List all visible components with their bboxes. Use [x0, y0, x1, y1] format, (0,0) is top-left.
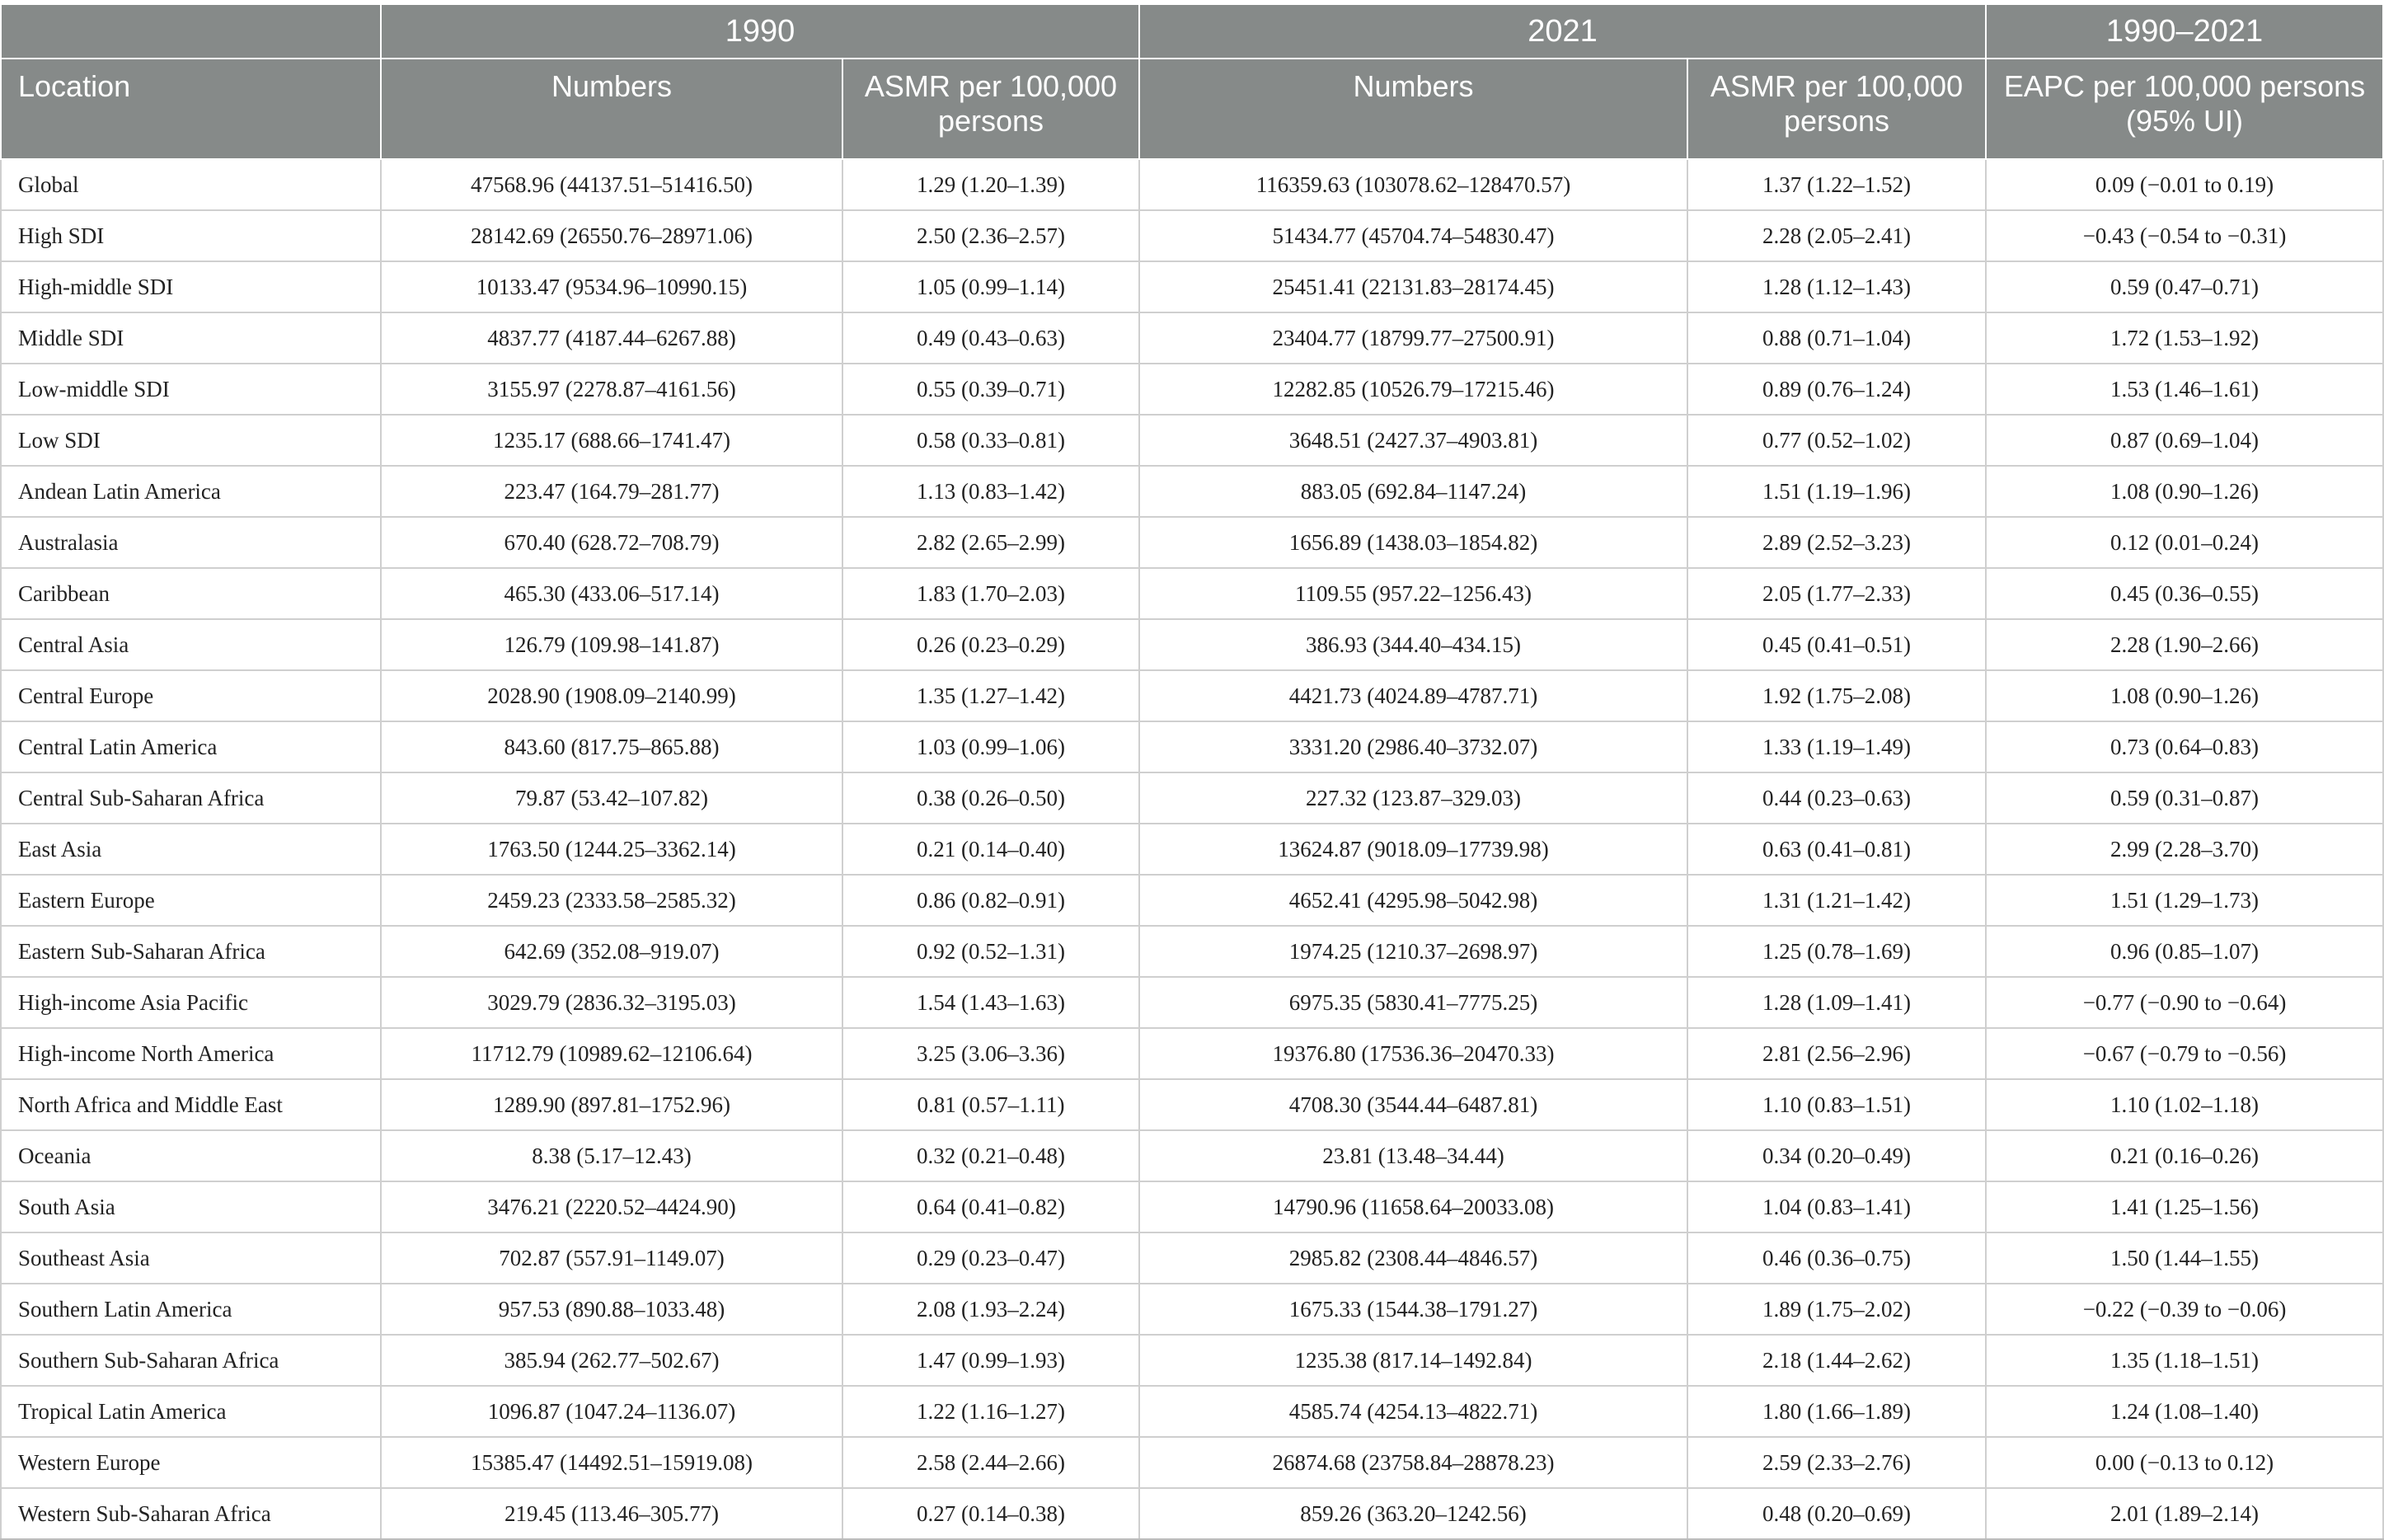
cell-asmr-2021: 2.81 (2.56–2.96)	[1687, 1028, 1986, 1079]
table-row	[1, 772, 2383, 824]
cell-asmr-1990: 0.26 (0.23–0.29)	[842, 619, 1139, 670]
cell-numbers-2021: 26874.68 (23758.84–28878.23)	[1139, 1437, 1687, 1488]
cell-location: Caribbean	[1, 568, 381, 619]
table-row	[1, 1335, 2383, 1386]
table-row	[1, 261, 2383, 312]
cell-numbers-1990: 219.45 (113.46–305.77)	[381, 1488, 842, 1539]
header-empty-cell	[1, 4, 381, 59]
cell-numbers-1990: 10133.47 (9534.96–10990.15)	[381, 261, 842, 312]
cell-eapc: 1.08 (0.90–1.26)	[1986, 466, 2383, 517]
cell-numbers-1990: 702.87 (557.91–1149.07)	[381, 1232, 842, 1284]
cell-numbers-2021: 3331.20 (2986.40–3732.07)	[1139, 721, 1687, 772]
cell-numbers-1990: 79.87 (53.42–107.82)	[381, 772, 842, 824]
cell-asmr-1990: 1.54 (1.43–1.63)	[842, 977, 1139, 1028]
table-row	[1, 1386, 2383, 1437]
cell-asmr-1990: 2.50 (2.36–2.57)	[842, 210, 1139, 261]
table-row	[1, 670, 2383, 721]
cell-numbers-1990: 957.53 (890.88–1033.48)	[381, 1284, 842, 1335]
header-numbers-2021: Numbers	[1139, 59, 1687, 159]
cell-location: Low-middle SDI	[1, 364, 381, 415]
cell-location: North Africa and Middle East	[1, 1079, 381, 1130]
cell-location: High-income North America	[1, 1028, 381, 1079]
cell-asmr-1990: 1.13 (0.83–1.42)	[842, 466, 1139, 517]
table-row	[1, 619, 2383, 670]
table-row	[1, 824, 2383, 875]
cell-asmr-2021: 2.59 (2.33–2.76)	[1687, 1437, 1986, 1488]
cell-numbers-2021: 4585.74 (4254.13–4822.71)	[1139, 1386, 1687, 1437]
cell-asmr-1990: 0.32 (0.21–0.48)	[842, 1130, 1139, 1181]
cell-asmr-2021: 2.89 (2.52–3.23)	[1687, 517, 1986, 568]
cell-asmr-1990: 2.08 (1.93–2.24)	[842, 1284, 1139, 1335]
cell-numbers-1990: 15385.47 (14492.51–15919.08)	[381, 1437, 842, 1488]
cell-eapc: 2.01 (1.89–2.14)	[1986, 1488, 2383, 1539]
cell-asmr-2021: 1.28 (1.12–1.43)	[1687, 261, 1986, 312]
cell-asmr-1990: 0.81 (0.57–1.11)	[842, 1079, 1139, 1130]
cell-eapc: 0.45 (0.36–0.55)	[1986, 568, 2383, 619]
cell-location: Andean Latin America	[1, 466, 381, 517]
table-row	[1, 1437, 2383, 1488]
cell-asmr-2021: 0.88 (0.71–1.04)	[1687, 312, 1986, 364]
cell-eapc: 1.24 (1.08–1.40)	[1986, 1386, 2383, 1437]
cell-asmr-2021: 1.51 (1.19–1.96)	[1687, 466, 1986, 517]
cell-numbers-2021: 3648.51 (2427.37–4903.81)	[1139, 415, 1687, 466]
cell-numbers-1990: 3155.97 (2278.87–4161.56)	[381, 364, 842, 415]
table-row	[1, 926, 2383, 977]
cell-asmr-1990: 0.21 (0.14–0.40)	[842, 824, 1139, 875]
cell-eapc: 0.73 (0.64–0.83)	[1986, 721, 2383, 772]
cell-numbers-1990: 385.94 (262.77–502.67)	[381, 1335, 842, 1386]
cell-numbers-1990: 1289.90 (897.81–1752.96)	[381, 1079, 842, 1130]
cell-numbers-2021: 116359.63 (103078.62–128470.57)	[1139, 159, 1687, 210]
table-row	[1, 364, 2383, 415]
cell-location: South Asia	[1, 1181, 381, 1232]
cell-location: Central Asia	[1, 619, 381, 670]
cell-eapc: 2.99 (2.28–3.70)	[1986, 824, 2383, 875]
cell-location: High SDI	[1, 210, 381, 261]
cell-eapc: 2.28 (1.90–2.66)	[1986, 619, 2383, 670]
header-location: Location	[1, 59, 381, 159]
cell-location: Tropical Latin America	[1, 1386, 381, 1437]
header-group-row	[1, 4, 2383, 59]
table-row	[1, 1130, 2383, 1181]
cell-eapc: 0.96 (0.85–1.07)	[1986, 926, 2383, 977]
cell-asmr-2021: 1.89 (1.75–2.02)	[1687, 1284, 1986, 1335]
cell-numbers-1990: 223.47 (164.79–281.77)	[381, 466, 842, 517]
cell-asmr-1990: 0.86 (0.82–0.91)	[842, 875, 1139, 926]
cell-asmr-1990: 0.29 (0.23–0.47)	[842, 1232, 1139, 1284]
cell-asmr-1990: 0.55 (0.39–0.71)	[842, 364, 1139, 415]
cell-numbers-2021: 4652.41 (4295.98–5042.98)	[1139, 875, 1687, 926]
cell-eapc: −0.67 (−0.79 to −0.56)	[1986, 1028, 2383, 1079]
cell-asmr-2021: 2.05 (1.77–2.33)	[1687, 568, 1986, 619]
cell-location: Eastern Europe	[1, 875, 381, 926]
cell-numbers-2021: 1974.25 (1210.37–2698.97)	[1139, 926, 1687, 977]
cell-numbers-1990: 465.30 (433.06–517.14)	[381, 568, 842, 619]
cell-numbers-2021: 4708.30 (3544.44–6487.81)	[1139, 1079, 1687, 1130]
cell-asmr-2021: 1.80 (1.66–1.89)	[1687, 1386, 1986, 1437]
cell-asmr-2021: 0.77 (0.52–1.02)	[1687, 415, 1986, 466]
cell-numbers-1990: 28142.69 (26550.76–28971.06)	[381, 210, 842, 261]
table-row	[1, 721, 2383, 772]
cell-asmr-1990: 1.22 (1.16–1.27)	[842, 1386, 1139, 1437]
cell-asmr-2021: 0.34 (0.20–0.49)	[1687, 1130, 1986, 1181]
table-row	[1, 517, 2383, 568]
cell-numbers-2021: 859.26 (363.20–1242.56)	[1139, 1488, 1687, 1539]
cell-numbers-1990: 4837.77 (4187.44–6267.88)	[381, 312, 842, 364]
cell-eapc: −0.77 (−0.90 to −0.64)	[1986, 977, 2383, 1028]
cell-eapc: 1.41 (1.25–1.56)	[1986, 1181, 2383, 1232]
cell-location: High-middle SDI	[1, 261, 381, 312]
table-row	[1, 1181, 2383, 1232]
cell-numbers-2021: 19376.80 (17536.36–20470.33)	[1139, 1028, 1687, 1079]
cell-location: Eastern Sub-Saharan Africa	[1, 926, 381, 977]
cell-asmr-2021: 2.28 (2.05–2.41)	[1687, 210, 1986, 261]
cell-numbers-1990: 47568.96 (44137.51–51416.50)	[381, 159, 842, 210]
cell-asmr-1990: 1.83 (1.70–2.03)	[842, 568, 1139, 619]
cell-numbers-1990: 11712.79 (10989.62–12106.64)	[381, 1028, 842, 1079]
header-column-row	[1, 59, 2383, 159]
cell-numbers-2021: 25451.41 (22131.83–28174.45)	[1139, 261, 1687, 312]
table-row	[1, 568, 2383, 619]
cell-asmr-2021: 1.31 (1.21–1.42)	[1687, 875, 1986, 926]
cell-eapc: 1.51 (1.29–1.73)	[1986, 875, 2383, 926]
cell-location: Central Europe	[1, 670, 381, 721]
cell-location: Global	[1, 159, 381, 210]
cell-asmr-1990: 0.92 (0.52–1.31)	[842, 926, 1139, 977]
cell-numbers-1990: 2028.90 (1908.09–2140.99)	[381, 670, 842, 721]
table-row	[1, 1028, 2383, 1079]
cell-numbers-2021: 14790.96 (11658.64–20033.08)	[1139, 1181, 1687, 1232]
cell-eapc: 1.08 (0.90–1.26)	[1986, 670, 2383, 721]
cell-asmr-2021: 1.25 (0.78–1.69)	[1687, 926, 1986, 977]
cell-numbers-2021: 1656.89 (1438.03–1854.82)	[1139, 517, 1687, 568]
cell-asmr-1990: 0.38 (0.26–0.50)	[842, 772, 1139, 824]
cell-asmr-1990: 2.58 (2.44–2.66)	[842, 1437, 1139, 1488]
cell-asmr-2021: 0.63 (0.41–0.81)	[1687, 824, 1986, 875]
cell-asmr-1990: 0.49 (0.43–0.63)	[842, 312, 1139, 364]
cell-numbers-2021: 23.81 (13.48–34.44)	[1139, 1130, 1687, 1181]
cell-location: Southern Sub-Saharan Africa	[1, 1335, 381, 1386]
cell-asmr-2021: 1.33 (1.19–1.49)	[1687, 721, 1986, 772]
cell-location: Middle SDI	[1, 312, 381, 364]
cell-eapc: 1.10 (1.02–1.18)	[1986, 1079, 2383, 1130]
header-group-period: 1990–2021	[1986, 4, 2383, 59]
cell-numbers-1990: 1235.17 (688.66–1741.47)	[381, 415, 842, 466]
cell-eapc: 1.35 (1.18–1.51)	[1986, 1335, 2383, 1386]
cell-asmr-2021: 0.89 (0.76–1.24)	[1687, 364, 1986, 415]
cell-asmr-1990: 1.05 (0.99–1.14)	[842, 261, 1139, 312]
cell-asmr-2021: 1.04 (0.83–1.41)	[1687, 1181, 1986, 1232]
cell-asmr-2021: 0.48 (0.20–0.69)	[1687, 1488, 1986, 1539]
cell-numbers-2021: 386.93 (344.40–434.15)	[1139, 619, 1687, 670]
cell-eapc: 0.59 (0.47–0.71)	[1986, 261, 2383, 312]
table-row	[1, 1488, 2383, 1539]
table-row	[1, 875, 2383, 926]
table-header	[1, 4, 2383, 159]
cell-location: Oceania	[1, 1130, 381, 1181]
cell-location: High-income Asia Pacific	[1, 977, 381, 1028]
cell-asmr-1990: 0.58 (0.33–0.81)	[842, 415, 1139, 466]
cell-asmr-1990: 0.64 (0.41–0.82)	[842, 1181, 1139, 1232]
header-group-1990: 1990	[381, 4, 1139, 59]
table-row	[1, 977, 2383, 1028]
cell-numbers-1990: 126.79 (109.98–141.87)	[381, 619, 842, 670]
cell-numbers-2021: 13624.87 (9018.09–17739.98)	[1139, 824, 1687, 875]
cell-asmr-1990: 1.03 (0.99–1.06)	[842, 721, 1139, 772]
cell-location: Southern Latin America	[1, 1284, 381, 1335]
cell-location: Central Sub-Saharan Africa	[1, 772, 381, 824]
cell-numbers-2021: 4421.73 (4024.89–4787.71)	[1139, 670, 1687, 721]
cell-asmr-1990: 1.35 (1.27–1.42)	[842, 670, 1139, 721]
cell-location: Western Sub-Saharan Africa	[1, 1488, 381, 1539]
cell-eapc: 1.53 (1.46–1.61)	[1986, 364, 2383, 415]
cell-numbers-1990: 1763.50 (1244.25–3362.14)	[381, 824, 842, 875]
header-asmr-1990: ASMR per 100,000 persons	[842, 59, 1139, 159]
cell-eapc: 0.59 (0.31–0.87)	[1986, 772, 2383, 824]
cell-numbers-1990: 2459.23 (2333.58–2585.32)	[381, 875, 842, 926]
cell-asmr-1990: 3.25 (3.06–3.36)	[842, 1028, 1139, 1079]
cell-eapc: 0.09 (−0.01 to 0.19)	[1986, 159, 2383, 210]
cell-asmr-2021: 1.10 (0.83–1.51)	[1687, 1079, 1986, 1130]
cell-asmr-2021: 0.46 (0.36–0.75)	[1687, 1232, 1986, 1284]
table-body	[1, 159, 2383, 1539]
cell-numbers-2021: 6975.35 (5830.41–7775.25)	[1139, 977, 1687, 1028]
cell-asmr-1990: 1.47 (0.99–1.93)	[842, 1335, 1139, 1386]
cell-location: Western Europe	[1, 1437, 381, 1488]
table-row	[1, 1232, 2383, 1284]
cell-numbers-2021: 1235.38 (817.14–1492.84)	[1139, 1335, 1687, 1386]
cell-numbers-1990: 3029.79 (2836.32–3195.03)	[381, 977, 842, 1028]
cell-numbers-2021: 23404.77 (18799.77–27500.91)	[1139, 312, 1687, 364]
header-group-2021: 2021	[1139, 4, 1986, 59]
cell-numbers-2021: 883.05 (692.84–1147.24)	[1139, 466, 1687, 517]
cell-eapc: 1.50 (1.44–1.55)	[1986, 1232, 2383, 1284]
cell-eapc: −0.43 (−0.54 to −0.31)	[1986, 210, 2383, 261]
table-row	[1, 1284, 2383, 1335]
table-row	[1, 210, 2383, 261]
cell-numbers-2021: 2985.82 (2308.44–4846.57)	[1139, 1232, 1687, 1284]
cell-numbers-2021: 12282.85 (10526.79–17215.46)	[1139, 364, 1687, 415]
cell-asmr-2021: 1.37 (1.22–1.52)	[1687, 159, 1986, 210]
cell-numbers-1990: 8.38 (5.17–12.43)	[381, 1130, 842, 1181]
table-row	[1, 159, 2383, 210]
cell-asmr-2021: 0.45 (0.41–0.51)	[1687, 619, 1986, 670]
cell-numbers-2021: 1675.33 (1544.38–1791.27)	[1139, 1284, 1687, 1335]
table-row	[1, 466, 2383, 517]
cell-eapc: 0.12 (0.01–0.24)	[1986, 517, 2383, 568]
cell-asmr-1990: 0.27 (0.14–0.38)	[842, 1488, 1139, 1539]
cell-numbers-1990: 1096.87 (1047.24–1136.07)	[381, 1386, 842, 1437]
cell-eapc: 1.72 (1.53–1.92)	[1986, 312, 2383, 364]
cell-numbers-1990: 843.60 (817.75–865.88)	[381, 721, 842, 772]
cell-location: Central Latin America	[1, 721, 381, 772]
cell-asmr-1990: 2.82 (2.65–2.99)	[842, 517, 1139, 568]
cell-eapc: 0.87 (0.69–1.04)	[1986, 415, 2383, 466]
cell-location: East Asia	[1, 824, 381, 875]
cell-location: Southeast Asia	[1, 1232, 381, 1284]
table-row	[1, 415, 2383, 466]
cell-asmr-1990: 1.29 (1.20–1.39)	[842, 159, 1139, 210]
header-eapc: EAPC per 100,000 persons (95% UI)	[1986, 59, 2383, 159]
cell-numbers-2021: 1109.55 (957.22–1256.43)	[1139, 568, 1687, 619]
header-asmr-2021: ASMR per 100,000 persons	[1687, 59, 1986, 159]
cell-numbers-1990: 670.40 (628.72–708.79)	[381, 517, 842, 568]
cell-location: Australasia	[1, 517, 381, 568]
table-row	[1, 1079, 2383, 1130]
table-row	[1, 312, 2383, 364]
header-numbers-1990: Numbers	[381, 59, 842, 159]
cell-numbers-2021: 51434.77 (45704.74–54830.47)	[1139, 210, 1687, 261]
cell-location: Low SDI	[1, 415, 381, 466]
cell-asmr-2021: 2.18 (1.44–2.62)	[1687, 1335, 1986, 1386]
cell-numbers-1990: 3476.21 (2220.52–4424.90)	[381, 1181, 842, 1232]
cell-numbers-1990: 642.69 (352.08–919.07)	[381, 926, 842, 977]
cell-eapc: 0.21 (0.16–0.26)	[1986, 1130, 2383, 1181]
cell-numbers-2021: 227.32 (123.87–329.03)	[1139, 772, 1687, 824]
cell-eapc: −0.22 (−0.39 to −0.06)	[1986, 1284, 2383, 1335]
data-table	[0, 3, 2384, 1540]
cell-eapc: 0.00 (−0.13 to 0.12)	[1986, 1437, 2383, 1488]
cell-asmr-2021: 1.92 (1.75–2.08)	[1687, 670, 1986, 721]
cell-asmr-2021: 1.28 (1.09–1.41)	[1687, 977, 1986, 1028]
cell-asmr-2021: 0.44 (0.23–0.63)	[1687, 772, 1986, 824]
